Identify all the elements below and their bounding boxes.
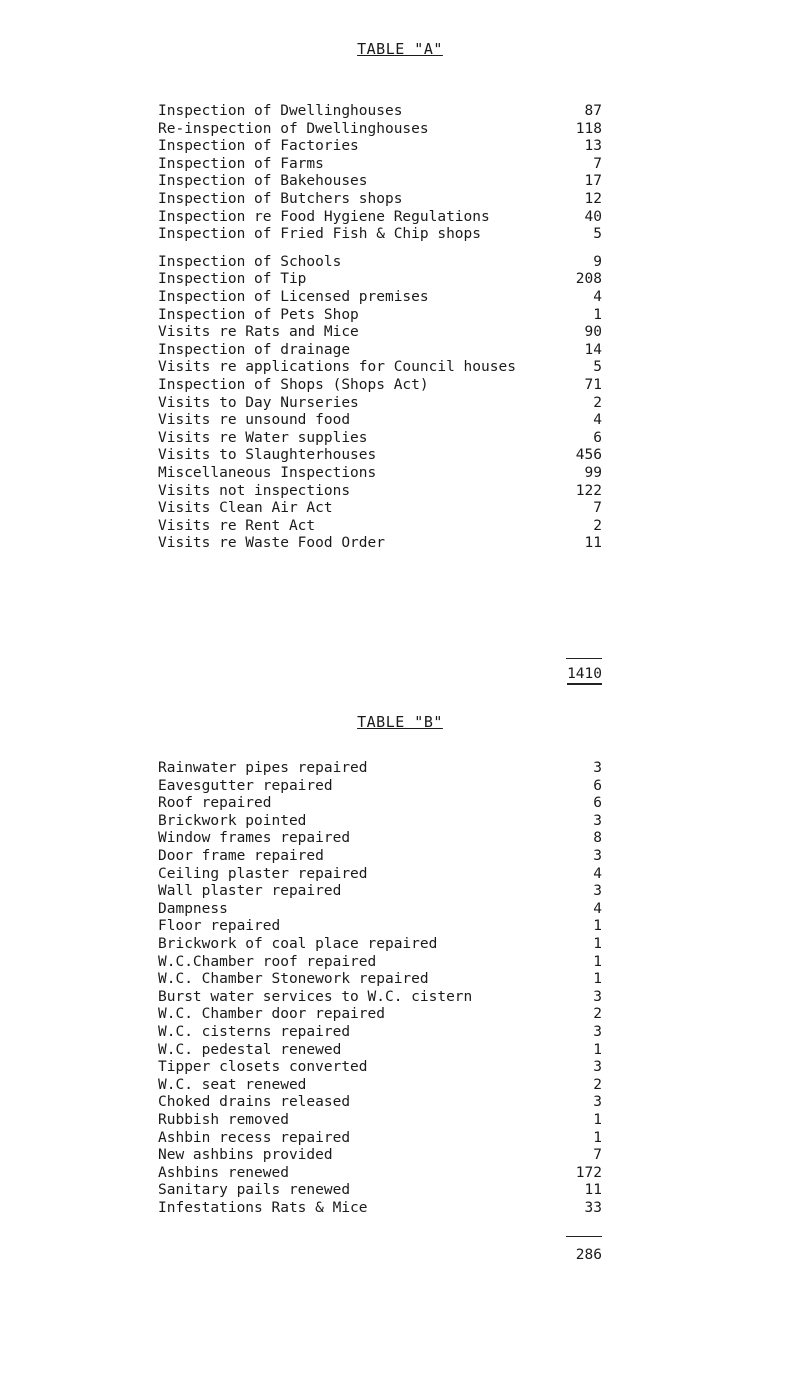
table-row bbox=[158, 759, 602, 777]
table-a-total-rule bbox=[566, 658, 602, 659]
row-label: Visits to Day Nurseries bbox=[158, 394, 359, 411]
row-value: 90 bbox=[584, 324, 602, 341]
row-value: 33 bbox=[584, 1200, 602, 1216]
row-value: 1 bbox=[593, 936, 602, 952]
row-value: 6 bbox=[593, 795, 602, 812]
row-value: 172 bbox=[575, 1164, 602, 1181]
table-row bbox=[158, 1076, 602, 1094]
row-label: Visits re Water supplies bbox=[158, 429, 368, 446]
table-row bbox=[158, 1058, 602, 1076]
table-row bbox=[158, 253, 602, 271]
row-label: Burst water services to W.C. cistern bbox=[158, 988, 473, 1005]
row-label: Inspection of Tip bbox=[158, 271, 307, 288]
table-row bbox=[158, 1023, 602, 1041]
table-row bbox=[158, 777, 602, 795]
row-value: 13 bbox=[584, 138, 602, 155]
table-row bbox=[158, 812, 602, 830]
row-value: 2 bbox=[593, 1006, 602, 1023]
row-label: Visits to Slaughterhouses bbox=[158, 447, 377, 464]
row-label: Inspection of drainage bbox=[158, 341, 351, 358]
row-value: 12 bbox=[584, 191, 602, 207]
row-label: Inspection of Schools bbox=[158, 253, 342, 270]
row-value: 456 bbox=[575, 447, 602, 464]
table-row bbox=[158, 376, 602, 394]
row-value: 1 bbox=[593, 971, 602, 988]
row-label: Visits re applications for Council houses bbox=[158, 359, 516, 376]
row-label: Visits re Rent Act bbox=[158, 517, 316, 534]
table-row bbox=[158, 829, 602, 847]
row-value: 6 bbox=[593, 777, 602, 794]
table-a-total bbox=[542, 665, 602, 683]
row-label: Inspection of Farms bbox=[158, 155, 324, 172]
table-row bbox=[158, 1041, 602, 1059]
row-value: 17 bbox=[584, 173, 602, 190]
row-value: 87 bbox=[584, 103, 602, 119]
table-row bbox=[158, 1199, 602, 1217]
table-row bbox=[158, 847, 602, 865]
row-value: 1 bbox=[593, 953, 602, 970]
row-value: 7 bbox=[593, 1147, 602, 1164]
row-value: 7 bbox=[593, 500, 602, 517]
row-value: 8 bbox=[593, 830, 602, 847]
row-label: Eavesgutter repaired bbox=[158, 777, 333, 794]
row-label: Brickwork pointed bbox=[158, 812, 307, 829]
row-value: 9 bbox=[593, 253, 602, 270]
row-label: Ashbin recess repaired bbox=[158, 1129, 351, 1146]
table-row bbox=[158, 534, 602, 552]
row-value: 14 bbox=[584, 341, 602, 358]
row-label: Rainwater pipes repaired bbox=[158, 760, 368, 776]
row-value: 7 bbox=[593, 155, 602, 172]
table-row bbox=[158, 935, 602, 953]
row-label: W.C.Chamber roof repaired bbox=[158, 953, 377, 970]
row-value: 2 bbox=[593, 394, 602, 411]
table-row bbox=[158, 323, 602, 341]
row-value: 5 bbox=[593, 226, 602, 243]
row-label: Inspection of Fried Fish & Chip shops bbox=[158, 226, 482, 243]
table-a-total-value: 1410 bbox=[567, 666, 602, 685]
table-row bbox=[158, 1164, 602, 1182]
row-value: 2 bbox=[593, 1076, 602, 1093]
table-row bbox=[158, 970, 602, 988]
row-label: Inspection of Shops (Shops Act) bbox=[158, 377, 429, 393]
row-label: W.C. cisterns repaired bbox=[158, 1024, 351, 1040]
row-value: 3 bbox=[593, 760, 602, 776]
table-row bbox=[158, 482, 602, 500]
table-b-title: TABLE "B" bbox=[357, 713, 443, 731]
row-label: Tipper closets converted bbox=[158, 1059, 368, 1076]
table-row bbox=[158, 499, 602, 517]
row-label: W.C. seat renewed bbox=[158, 1076, 307, 1093]
row-value: 1 bbox=[593, 1112, 602, 1128]
table-row bbox=[158, 794, 602, 812]
row-value: 40 bbox=[584, 208, 602, 225]
row-value: 3 bbox=[593, 988, 602, 1005]
row-label: W.C. Chamber door repaired bbox=[158, 1006, 385, 1023]
row-label: Inspection of Dwellinghouses bbox=[158, 103, 403, 119]
row-label: W.C. pedestal renewed bbox=[158, 1041, 342, 1058]
table-row bbox=[158, 953, 602, 971]
row-label: Visits re Waste Food Order bbox=[158, 535, 385, 552]
table-row bbox=[158, 288, 602, 306]
table-row bbox=[158, 225, 602, 243]
row-value: 3 bbox=[593, 883, 602, 900]
row-value: 11 bbox=[584, 1182, 602, 1199]
row-label: Brickwork of coal place repaired bbox=[158, 936, 438, 952]
row-label: New ashbins provided bbox=[158, 1147, 333, 1164]
row-value: 1 bbox=[593, 918, 602, 935]
row-label: Wall plaster repaired bbox=[158, 883, 342, 900]
table-b-total-rule bbox=[566, 1236, 602, 1237]
row-label: Inspection of Butchers shops bbox=[158, 191, 403, 207]
table-b-total bbox=[542, 1246, 602, 1264]
table-row bbox=[158, 411, 602, 429]
table-row bbox=[158, 1111, 602, 1129]
row-value: 11 bbox=[584, 535, 602, 552]
table-row bbox=[158, 1181, 602, 1199]
row-label: Sanitary pails renewed bbox=[158, 1182, 351, 1199]
table-row bbox=[158, 1146, 602, 1164]
row-value: 3 bbox=[593, 1094, 602, 1111]
row-value: 4 bbox=[593, 289, 602, 305]
table-row bbox=[158, 358, 602, 376]
row-label: Inspection of Pets Shop bbox=[158, 306, 359, 323]
row-value: 4 bbox=[593, 412, 602, 429]
table-row bbox=[158, 446, 602, 464]
row-value: 4 bbox=[593, 900, 602, 917]
row-label: Re-inspection of Dwellinghouses bbox=[158, 120, 429, 137]
table-row bbox=[158, 137, 602, 155]
row-value: 1 bbox=[593, 1041, 602, 1058]
row-label: Inspection re Food Hygiene Regulations bbox=[158, 208, 490, 225]
row-label: Inspection of Licensed premises bbox=[158, 289, 429, 305]
row-label: Infestations Rats & Mice bbox=[158, 1200, 368, 1216]
row-label: Window frames repaired bbox=[158, 830, 351, 847]
row-value: 2 bbox=[593, 517, 602, 534]
table-row bbox=[158, 270, 602, 288]
row-value: 6 bbox=[593, 429, 602, 446]
row-label: Ashbins renewed bbox=[158, 1164, 289, 1181]
table-row bbox=[158, 464, 602, 482]
row-label: Dampness bbox=[158, 900, 228, 917]
row-label: Rubbish removed bbox=[158, 1112, 289, 1128]
row-value: 4 bbox=[593, 865, 602, 882]
table-row bbox=[158, 394, 602, 412]
row-value: 1 bbox=[593, 306, 602, 323]
table-row bbox=[158, 1129, 602, 1147]
table-row bbox=[158, 190, 602, 208]
row-value: 208 bbox=[575, 271, 602, 288]
row-value: 3 bbox=[593, 1024, 602, 1040]
table-row bbox=[158, 341, 602, 359]
table-row bbox=[158, 102, 602, 120]
table-row bbox=[158, 1005, 602, 1023]
table-row bbox=[158, 306, 602, 324]
table-row bbox=[158, 172, 602, 190]
row-value: 3 bbox=[593, 1059, 602, 1076]
table-row bbox=[158, 917, 602, 935]
table-row bbox=[158, 517, 602, 535]
table-b-total-value: 286 bbox=[575, 1247, 602, 1263]
table-row bbox=[158, 988, 602, 1006]
row-value: 71 bbox=[584, 377, 602, 393]
row-label: Floor repaired bbox=[158, 918, 281, 935]
row-value: 99 bbox=[584, 465, 602, 481]
row-label: Inspection of Factories bbox=[158, 138, 359, 155]
row-value: 3 bbox=[593, 848, 602, 864]
row-label: Door frame repaired bbox=[158, 848, 324, 864]
table-row bbox=[158, 900, 602, 918]
row-label: Visits re unsound food bbox=[158, 412, 351, 429]
row-value: 118 bbox=[575, 120, 602, 137]
row-label: Ceiling plaster repaired bbox=[158, 865, 368, 882]
row-label: Choked drains released bbox=[158, 1094, 351, 1111]
row-label: Roof repaired bbox=[158, 795, 272, 812]
row-label: Miscellaneous Inspections bbox=[158, 465, 377, 481]
row-value: 5 bbox=[593, 359, 602, 376]
row-value: 1 bbox=[593, 1129, 602, 1146]
row-value: 122 bbox=[575, 482, 602, 499]
table-row bbox=[158, 120, 602, 138]
table-row bbox=[158, 865, 602, 883]
table-a-title: TABLE "A" bbox=[357, 40, 443, 58]
row-label: Visits not inspections bbox=[158, 482, 351, 499]
row-label: W.C. Chamber Stonework repaired bbox=[158, 971, 429, 988]
row-label: Visits Clean Air Act bbox=[158, 500, 333, 517]
table-row bbox=[158, 429, 602, 447]
table-row bbox=[158, 1093, 602, 1111]
row-label: Inspection of Bakehouses bbox=[158, 173, 368, 190]
table-row bbox=[158, 155, 602, 173]
row-label: Visits re Rats and Mice bbox=[158, 324, 359, 341]
table-row bbox=[158, 882, 602, 900]
table-row bbox=[158, 208, 602, 226]
row-value: 3 bbox=[593, 812, 602, 829]
